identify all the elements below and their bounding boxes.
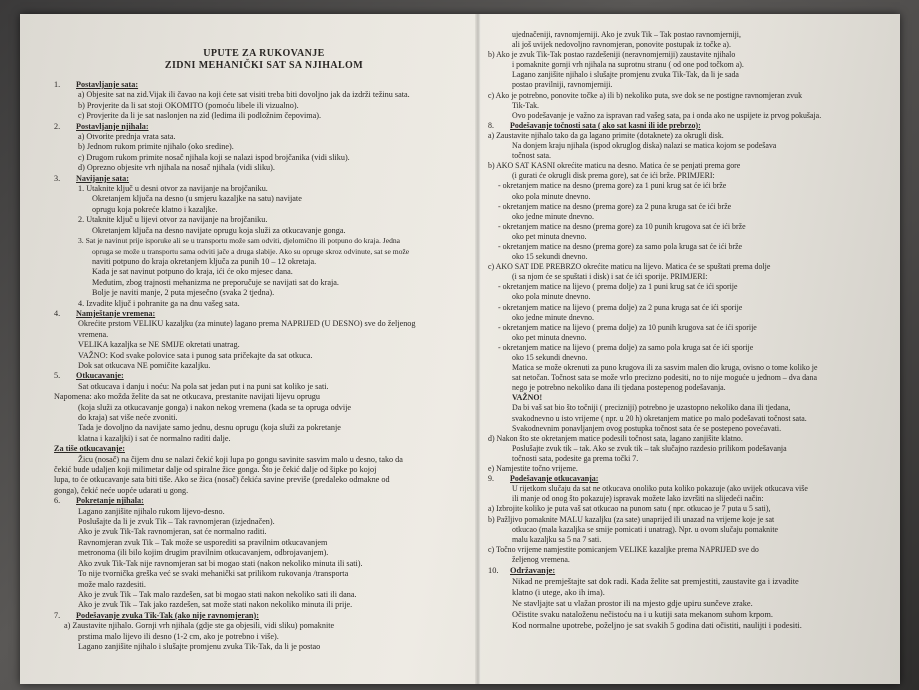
paragraph-line: oko pola minute dnevno. [512,191,591,201]
list-item: b) Ako je zvuk Tik-Tak postao razdešeniji (neravnomjerniji) zaustavite njihalo [488,50,736,60]
paragraph-line: Lagano zanjišite njihalo i slušajte promjenu zvuka Tik-Tak, da li je sada [512,70,739,80]
list-item: 1. Utaknite ključ u desni otvor za navijanje na brojčaniku. [78,184,268,194]
list-item: Lagano zanjišite njihalo i slušajte promjenu zvuka Tik-Tak, da li je postao [78,641,321,651]
list-item: a) Zaustavite njihalo. Gornji vrh njihala (gdje ste ga objesili, vidi sliku) pomaknite [64,621,335,631]
paragraph-line: otkucao (mala kazaljka se smije pomicati i unatrag). Npr. u ovom slučaju pomaknite [512,524,779,534]
section-navijanje-sata [54,174,474,309]
paragraph-line: Ravnomjeran zvuk Tik – Tak može se usporediti sa pravilnim otkucavanjem [78,537,328,547]
list-item: a) Izbrojite koliko je puta vaš sat otkucao na punom satu ( npr. otkucao je 7 puta u 5 sati), [488,504,771,514]
paragraph-line: oko pola minute dnevno. [512,292,591,302]
section-number: 9. [488,474,494,484]
list-item: d) Nakon što ste okretanjem matice podesili točnost sata, lagano zanjišite klatno. [488,433,743,443]
important-label: VAŽNO! [512,393,543,403]
section-title: Održavanje: [510,565,556,575]
list-item: opruga se može u transportu sama odviti jače a druga slabije. Ako su opruge skroz odvinute, sat se može [92,246,410,256]
list-item: 2. Utaknite ključ u lijevi otvor za navijanje na brojčaniku. [78,215,268,225]
paragraph-line: Poslušajte zvuk tik – tak. Ako se zvuk tik – tak slučajno razdesio prilikom podešavanja [512,443,787,453]
paragraph-line: (koja služi za otkucavanje gonga) i nakon nekog vremena (kada se ta opruga odvije [78,402,352,412]
list-item: - okretanjem matice na lijevo ( prema dolje) za samo pola kruga sat će ići sporije [498,342,754,352]
paragraph-line: metronoma (ili bilo kojim drugim pravilnim otkucavanjem, odbrojavanjem). [78,548,329,558]
section-namjestanje-vremena [54,309,474,371]
section-number: 3. [54,173,61,183]
section-title: Postavljanje njihala: [76,121,149,131]
list-item: d) Oprezno objesite vrh njihala na nosač njihala (vidi sliku). [78,163,275,173]
paragraph-line: gonga), čekić neće uopće udarati u gong. [54,485,189,495]
right-page [488,14,888,631]
paragraph-line: Ako je zvuk Tik – Tak malo razdešen, sat bi mogao stati nakon nekoliko sati ili dana. [78,589,357,599]
list-item: c) Ako je potrebno, ponovite točke a) ili b) nekoliko puta, sve dok se ne postigne ravnomjeran zvuk [488,90,803,100]
list-item: - okretanjem matice na desno (prema gore) za 1 puni krug sat će ići brže [498,181,727,191]
paragraph-line: Tik-Tak. [512,100,539,110]
page-fold [475,14,481,684]
left-page [54,14,474,652]
paragraph-line: ujednačeniji, ravnomjerniji. Ako je zvuk Tik – Tak postao ravnomjerniji, [512,30,741,39]
paragraph-line: željenog vremena. [512,554,570,564]
paragraph-line: klatna i kazaljki) i sat će normalno raditi dalje. [78,433,231,443]
instruction-sheet [20,14,900,684]
paragraph-line: Svakodnevnim ponavljanjem ovog postupka točnost sata će se postepeno povećavati. [512,423,782,433]
section-pokretanje-njihala [54,496,474,610]
list-item: - okretanjem matice na lijevo ( prema dolje) za 10 punih krugova sat će ići sporije [498,322,757,332]
paragraph-line: To nije tvornička greška već se svaki mehanički sat prilikom rukovanja /transporta [78,569,349,579]
paragraph-line: točnosti sata, podesite ga prema točki 7. [512,453,639,463]
list-item: b) Pažljivo pomaknite MALU kazaljku (za sate) unaprijed ili unazad na vrijeme koje je sat [488,514,775,524]
paragraph-line: oko 15 sekundi dnevno. [512,353,588,362]
list-item: b) AKO SAT KASNI okrećite maticu na desno. Matica će se penjati prema gore [488,161,741,171]
list-item: c) Provjerite da li je sat naslonjen na zid (ledima ili podložnim čepovima). [78,111,322,121]
paragraph-line: Matica se može okrenuti za puno krugova ili za sasvim malen dio kruga, ovisno o tome koliko je [512,363,818,373]
list-item: a) Zaustavite njihalo tako da ga lagano primite (dotaknete) za okrugli disk. [488,130,724,140]
paragraph-line: oko pet minuta dnevno. [512,332,587,342]
paragraph-line: Očistite svaku nataloženu nečistoću na i u kutiji sata mekanom suhom krpom. [512,609,773,619]
list-item: - okretanjem matice na desno (prema gore) za 2 puna kruga sat će ići brže [498,201,732,211]
paragraph-line: ali još uvijek nedovoljno ravnomjeran, ponovite postupak iz točke a). [512,40,731,50]
section-title: Navijanje sata: [76,173,129,183]
section-otkucavanje [54,371,474,496]
list-item: b) Jednom rukom primite njihalo (oko sredine). [78,142,234,152]
section-number: 8. [488,120,494,130]
list-item: prstima malo lijevo ili desno (1-2 cm, ako je potrebno i više). [78,631,279,641]
paragraph-line: do kraja) sat više neće zvoniti. [78,413,178,422]
section-podesavanje-tocnosti [488,121,888,474]
list-item: - okretanjem matice na desno (prema gore) za samo pola kruga sat će ići brže [498,241,743,251]
paragraph-line: Tada je dovoljno da navijate samo jednu, desnu oprugu (koja služi za pokretanje [78,423,341,433]
list-item: - okretanjem matice na lijevo ( prema dolje) za 2 puna kruga sat će ići sporije [498,302,743,312]
paragraph-line: VAŽNO: Kod svake polovice sata i punog sata pričekajte da sat otkuca. [78,350,313,360]
section-podesavanje-zvuka [54,611,474,653]
list-item: b) Provjerite da li sat stoji OKOMITO (pomoću libele ili vizualno). [78,100,299,110]
paragraph-line: svakodnevno u isto vrijeme ( npr. u 20 h) okretanjem matice po malo podešavati točnost sata. [512,413,807,423]
paragraph-line: lupa, to će otkucavanje sata biti tiše. Ako se žica (nosač) čekića savine previše (predaleko odmakne od [54,475,390,485]
list-item: a) Objesite sat na zid.Vijak ili čavao na koji ćete sat visiti treba biti dovoljno jak da izdrži težinu sata. [78,90,410,100]
section-number: 6. [54,496,61,506]
section-number: 2. [54,121,61,131]
list-item: c) Drugom rukom primite nosač njihala koji se nalazi ispod brojčanika (vidi sliku). [78,152,350,162]
section-title: Namještanje vremena: [76,308,156,318]
list-item: naviti potpuno do kraja okretanjem ključa za punih 10 – 12 okretaja. [92,256,317,266]
paragraph-line: oko jedne minute dnevno. [512,312,594,322]
subsection-title: Za tiše otkucavanje: [54,444,125,454]
paragraph-line: čekić bude udaljen koji milimetar dalje od spiralne žice gonga. Što je čekić dalje od šipke po kojoj [54,465,377,475]
paragraph-line: Ovo podešavanje je važno za ispravan rad vašeg sata, pa i onda ako ne uspijete iz prvog pokušaja. [512,110,822,120]
list-item: c) AKO SAT IDE PREBRZO okrećite maticu na lijevo. Matica će se spuštati prema dolje [488,262,771,272]
section-number: 4. [54,308,61,318]
section-title: Podešavanje zvuka Tik-Tak (ako nije ravnomjeran): [76,610,259,620]
paragraph-line: oko 15 sekundi dnevno. [512,252,588,262]
paragraph-line: klatno (i utege, ako ih ima). [512,587,605,597]
paragraph-line: malu kazaljku sa 5 na 7 sati. [512,534,602,544]
list-item: a) Otvorite prednja vrata sata. [78,132,176,142]
paragraph-line: postao pravilniji, ravnomjerniji. [512,80,613,90]
section-odrzavanje [488,565,888,631]
paragraph-line: vremena. [78,329,109,339]
paragraph-line: nego je potrebno nekoliko dana ili tjedana postepenog podešavanja. [512,383,726,393]
list-item: Kada je sat navinut potpuno do kraja, ići će oko mjesec dana. [92,267,293,277]
paragraph-line: i pomaknite gornji vrh njihala na suprotnu stranu ( od one pod točkom a). [512,60,744,70]
paragraph-line: ili manje od onog što pokazuje) ispravak možete lako izvršiti na slijedeći način: [512,494,764,504]
section-number: 1. [54,80,61,89]
paragraph-line: Sat otkucava i danju i noću: Na pola sat jedan put i na puni sat koliko je sati. [78,381,329,391]
section-number: 10. [488,565,499,575]
section-title: Podešavanje točnosti sata ( ako sat kasni ili ide prebrzo): [510,120,701,130]
list-item: Bolje je naviti manje, 2 puta mjesečno (svaka 2 tjedna). [92,288,275,298]
paragraph-line: Ako je zvuk Tik-Tak ravnomjeran, sat će normalno raditi. [78,527,267,537]
paragraph-line: Okrećite prstom VELIKU kazaljku (za minute) lagano prema NAPRIJED (U DESNO) sve do željenog [78,319,416,329]
section-title: Postavljanje sata: [76,80,139,89]
list-item: 4. Izvadite ključ i pohranite ga na dnu vašeg sata. [78,298,240,308]
list-item: Međutim, zbog trajnosti mehanizma ne preporučuje se navijati sat do kraja. [92,277,339,287]
paragraph-line: Ako zvuk Tik-Tak nije ravnomjeran sat bi mogao stati (nakon nekoliko minuta ili sati). [78,558,363,568]
section-title: Otkucavanje: [76,371,124,381]
paragraph-line: Napomena: ako možda želite da sat ne otkucava, prestanite navijati lijevu oprugu [54,392,320,402]
document-title: UPUTE ZA RUKOVANJE [203,48,325,59]
paragraph-line: Lagano zanjišite njihalo rukom lijevo-desno. [78,506,225,516]
paragraph-line: (i sa njom će se spuštati i disk) i sat će ići sporije. PRIMJERI: [512,272,708,282]
paragraph-line: Nikad ne premještajte sat dok radi. Kada želite sat premjestiti, zaustavite ga i izvadite [512,576,799,586]
paragraph-line: oko pet minuta dnevno. [512,231,587,241]
paragraph-line: Ako je zvuk Tik – Tak jako razdešen, sat može stati nakon nekoliko minuta ili prije. [78,600,353,610]
list-item: e) Namjestite točno vrijeme. [488,464,578,474]
list-item: oprugu koja pokreće klatno i kazaljke. [92,204,218,214]
list-item: Okretanjem ključa na desno navijate oprugu koja služi za otkucavanje gonga. [92,225,346,235]
section-title: Pokretanje njihala: [76,496,144,506]
paragraph-line: oko jedne minute dnevno. [512,211,594,221]
paragraph-line: Poslušajte da li je zvuk Tik – Tak ravnomjeran (izjednačen). [78,517,275,527]
paragraph-line: može malo razdesiti. [78,579,146,589]
paragraph-line: točnost sata. [512,151,552,161]
list-item: 3. Sat je navinut prije isporuke ali se u transportu može sam odviti, djelomično ili potpuno do kraja. Jedna [78,236,401,246]
section-postavljanje-sata [54,80,474,122]
section-number: 7. [54,610,61,620]
paragraph-line: VELIKA kazaljka se NE SMIJE okretati unatrag. [78,340,240,350]
paragraph-line: Ne stavljajte sat u vlažan prostor ili na mjesto gdje upiru sunčeve zrake. [512,598,753,608]
section-number: 5. [54,371,61,381]
paragraph-line: Žicu (nosač) na čijem dnu se nalazi čekić koji lupa po gongu savinite sasvim malo u desno, tako da [78,454,403,464]
list-item: Okretanjem ključa na desno (u smjeru kazaljke na satu) navijate [92,194,302,204]
paragraph-line: U rijetkom slučaju da sat ne otkucava onoliko puta koliko pokazuje (ako uvijek otkucava više [512,484,808,494]
list-item: - okretanjem matice na desno (prema gore) za 10 punih krugova sat će ići brže [498,221,746,231]
list-item: c) Točno vrijeme namjestite pomicanjem VELIKE kazaljke prema NAPRIJED sve do [488,544,759,554]
section-title: Podešavanje otkucavanja: [510,474,599,484]
paragraph-line: Dok sat otkucava NE pomičite kazaljku. [78,360,211,370]
section-podesavanje-otkucavanja [488,474,888,565]
paragraph-line: Kod normalne upotrebe, poželjno je sat svakih 5 godina dati očistiti, naulijti i podesiti. [512,620,802,630]
document-subtitle: ZIDNI MEHANIČKI SAT SA NJIHALOM [164,60,364,71]
section-postavljanje-njihala [54,122,474,174]
paragraph-line: sat netočan. Točnost sata se može vrlo precizno podesiti, no to nije moguće u jednom – dva dana [512,373,817,383]
list-item: - okretanjem matice na lijevo ( prema dolje) za 1 puni krug sat će ići sporije [498,282,738,292]
paragraph-line: Da bi vaš sat bio što točniji ( precizniji) potrebno je uzastopno nekoliko dana ili tjedana, [512,403,791,413]
paragraph-line: (i gurati će okrugli disk prema gore), sat će ići brže. PRIMJERI: [512,171,715,181]
paragraph-line: Na donjem kraju njihala (ispod okruglog diska) nalazi se matica kojom se podešava [512,141,777,151]
